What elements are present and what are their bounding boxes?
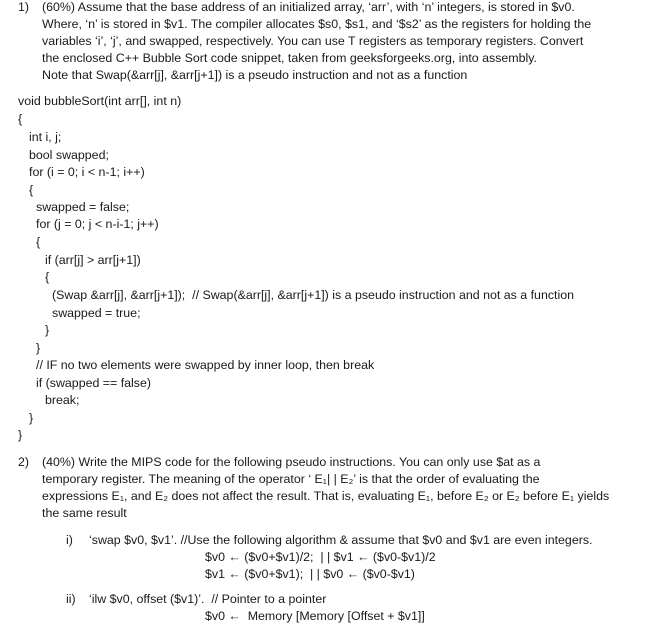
question-2-line: temporary register. The meaning of the operator ‘ E₁| | E₂’ is that the order of evaluating the (42, 472, 540, 486)
question-1-line: Note that Swap(&arr[j], &arr[j+1]) is a pseudo instruction and not as a function (42, 68, 468, 82)
sub-item-text: ‘ilw $v0, offset ($v1)’. // Pointer to a pointer (89, 592, 327, 606)
code-line: { (18, 112, 23, 126)
code-line: { (29, 183, 34, 197)
code-line: } (36, 341, 41, 355)
formula-line: $v1 ← ($v0+$v1); | | $v0 ← ($v0-$v1) (205, 567, 415, 581)
code-line: } (45, 323, 50, 337)
code-line: { (36, 235, 41, 249)
formula-line: $v0 ← ($v0+$v1)/2; | | $v1 ← ($v0-$v1)/2 (205, 550, 436, 564)
code-line: if (swapped == false) (36, 376, 152, 390)
sub-item-text: ‘swap $v0, $v1’. //Use the following algorithm & assume that $v0 and $v1 are even integers. (89, 533, 593, 547)
code-line: } (29, 411, 34, 425)
question-1-number: 1) (18, 0, 30, 14)
code-comment: // IF no two elements were swapped by inner loop, then break (36, 358, 375, 372)
code-line: int i, j; (29, 130, 62, 144)
question-1-line: variables ‘i’, ‘j’, and swapped, respectively. You can use T registers as temporary registers. Convert (42, 34, 584, 48)
code-line: } (18, 428, 23, 442)
code-line: { (45, 270, 50, 284)
question-2-line: expressions E₁, and E₂ does not affect the result. That is, evaluating E₁, before E₂ or E₂ before E₁ yields (42, 489, 610, 503)
code-line: break; (45, 393, 80, 407)
code-line: swapped = true; (52, 306, 141, 320)
formula-line: $v0 ← Memory [Memory [Offset + $v1]] (205, 609, 425, 623)
sub-item-label: ii) (66, 592, 76, 606)
code-line: for (j = 0; j < n-i-1; j++) (36, 217, 159, 231)
question-2-line: the same result (42, 506, 127, 520)
question-1-line: Where, ‘n’ is stored in $v1. The compiler allocates $s0, $s1, and ‘$s2’ as the registers for holding the (42, 17, 592, 31)
code-line: bool swapped; (29, 148, 109, 162)
sub-item-label: i) (66, 533, 73, 547)
question-2-line: (40%) Write the MIPS code for the following pseudo instructions. You can only use $at as a (42, 455, 541, 469)
question-1-line: (60%) Assume that the base address of an initialized array, ‘arr’, with ‘n’ integers, is stored in $v0. (42, 0, 575, 14)
code-line: (Swap &arr[j], &arr[j+1]); // Swap(&arr[j], &arr[j+1]) is a pseudo instruction and not as a function (52, 288, 575, 302)
question-2-number: 2) (18, 455, 30, 469)
question-1-line: the enclosed C++ Bubble Sort code snippet, taken from geeksforgeeks.org, into assembly. (42, 51, 537, 65)
code-line: swapped = false; (36, 200, 130, 214)
code-line: for (i = 0; i < n-1; i++) (29, 165, 145, 179)
code-line: if (arr[j] > arr[j+1]) (45, 253, 141, 267)
code-line: void bubbleSort(int arr[], int n) (18, 94, 182, 108)
